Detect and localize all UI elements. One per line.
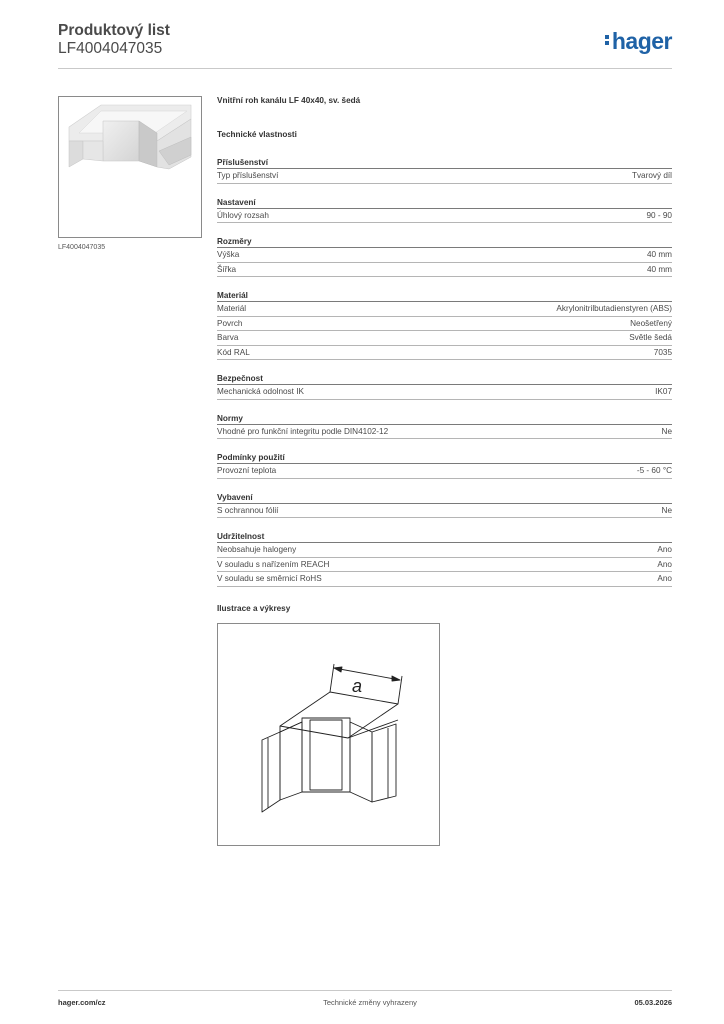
spec-value: 90 - 90 (646, 210, 672, 220)
spec-value: -5 - 60 °C (636, 466, 672, 475)
spec-value: 7035 (653, 347, 672, 357)
section-title: Vybavení (217, 493, 672, 504)
logo-dots-icon (605, 33, 610, 47)
spec-label: Úhlový rozsah (217, 210, 269, 220)
section-operating-conditions (217, 453, 672, 479)
spec-row (217, 302, 672, 317)
footer-website-link[interactable]: hager.com/cz (58, 998, 106, 1007)
spec-value: Tvarový díl (631, 171, 672, 180)
section-title: Materiál (217, 291, 672, 302)
spec-label: Neobsahuje halogeny (217, 545, 297, 554)
spec-value: Ano (657, 559, 672, 569)
spec-row (217, 263, 672, 278)
spec-row (217, 169, 672, 184)
section-sustainability (217, 532, 672, 587)
illustrations-heading: Ilustrace a výkresy (217, 604, 291, 613)
spec-label: Šířka (217, 264, 237, 274)
section-safety (217, 374, 672, 400)
section-title: Rozměry (217, 237, 672, 248)
document-title: Produktový list (58, 22, 170, 39)
corner-thumbnail-icon (59, 97, 201, 237)
spec-row (217, 572, 672, 587)
spec-row (217, 248, 672, 263)
spec-row (217, 543, 672, 558)
section-material (217, 291, 672, 360)
section-title: Příslušenství (217, 158, 672, 169)
spec-label: V souladu se směrnicí RoHS (217, 574, 322, 583)
specification-panel (217, 96, 672, 587)
spec-label: Výška (217, 250, 240, 259)
corner-drawing-icon (218, 624, 439, 845)
section-settings (217, 198, 672, 224)
technical-drawing (217, 623, 440, 846)
section-standards (217, 414, 672, 440)
section-dimensions (217, 237, 672, 277)
spec-value: Akrylonitrilbutadienstyren (ABS) (556, 304, 672, 313)
hager-logo (605, 28, 672, 55)
product-name: Vnitřní roh kanálu LF 40x40, sv. šedá (217, 96, 361, 105)
section-title: Udržitelnost (217, 532, 672, 543)
spec-value: 40 mm (646, 250, 672, 259)
spec-value: Světle šedá (629, 333, 672, 342)
logo-text: hager (611, 28, 672, 54)
spec-value: Ne (661, 505, 672, 515)
spec-value: IK07 (655, 387, 672, 396)
spec-value: Ano (657, 545, 672, 554)
thumbnail-caption: LF4004047035 (58, 244, 106, 251)
spec-row (217, 425, 672, 440)
section-title: Bezpečnost (217, 374, 672, 385)
spec-label: Materiál (217, 304, 247, 313)
footer-notice: Technické změny vyhrazeny (323, 998, 417, 1007)
spec-value: Ano (657, 574, 672, 583)
spec-label: Mechanická odolnost IK (217, 387, 304, 396)
section-equipment (217, 493, 672, 519)
spec-label: Povrch (217, 318, 243, 328)
spec-label: V souladu s nařízením REACH (217, 559, 330, 569)
spec-row (217, 209, 672, 224)
product-code: LF4004047035 (58, 40, 163, 57)
spec-row (217, 331, 672, 346)
page-header (58, 22, 672, 68)
spec-value: Neošetřený (630, 318, 672, 328)
spec-label: Typ příslušenství (217, 171, 279, 180)
spec-label: Barva (217, 333, 239, 342)
footer-divider (58, 990, 672, 991)
spec-label: Vhodné pro funkční integritu podle DIN4102-12 (217, 426, 389, 436)
spec-label: Provozní teplota (217, 466, 277, 475)
technical-properties-heading: Technické vlastnosti (217, 130, 297, 139)
spec-row (217, 385, 672, 400)
spec-row (217, 558, 672, 573)
dimension-label: a (352, 676, 363, 696)
spec-row (217, 346, 672, 361)
product-thumbnail (58, 96, 202, 238)
spec-label: S ochrannou fólií (217, 505, 279, 515)
section-title: Normy (217, 414, 672, 425)
spec-label: Kód RAL (217, 347, 250, 357)
footer-date: 05.03.2026 (634, 998, 672, 1007)
spec-row (217, 317, 672, 332)
header-divider (58, 68, 672, 69)
spec-row (217, 464, 672, 479)
spec-row (217, 504, 672, 519)
section-title: Podmínky použití (217, 453, 672, 464)
section-accessories (217, 158, 672, 184)
spec-sections (217, 158, 672, 587)
page-footer (58, 998, 672, 1007)
spec-value: Ne (661, 426, 672, 436)
spec-value: 40 mm (646, 264, 672, 274)
section-title: Nastavení (217, 198, 672, 209)
